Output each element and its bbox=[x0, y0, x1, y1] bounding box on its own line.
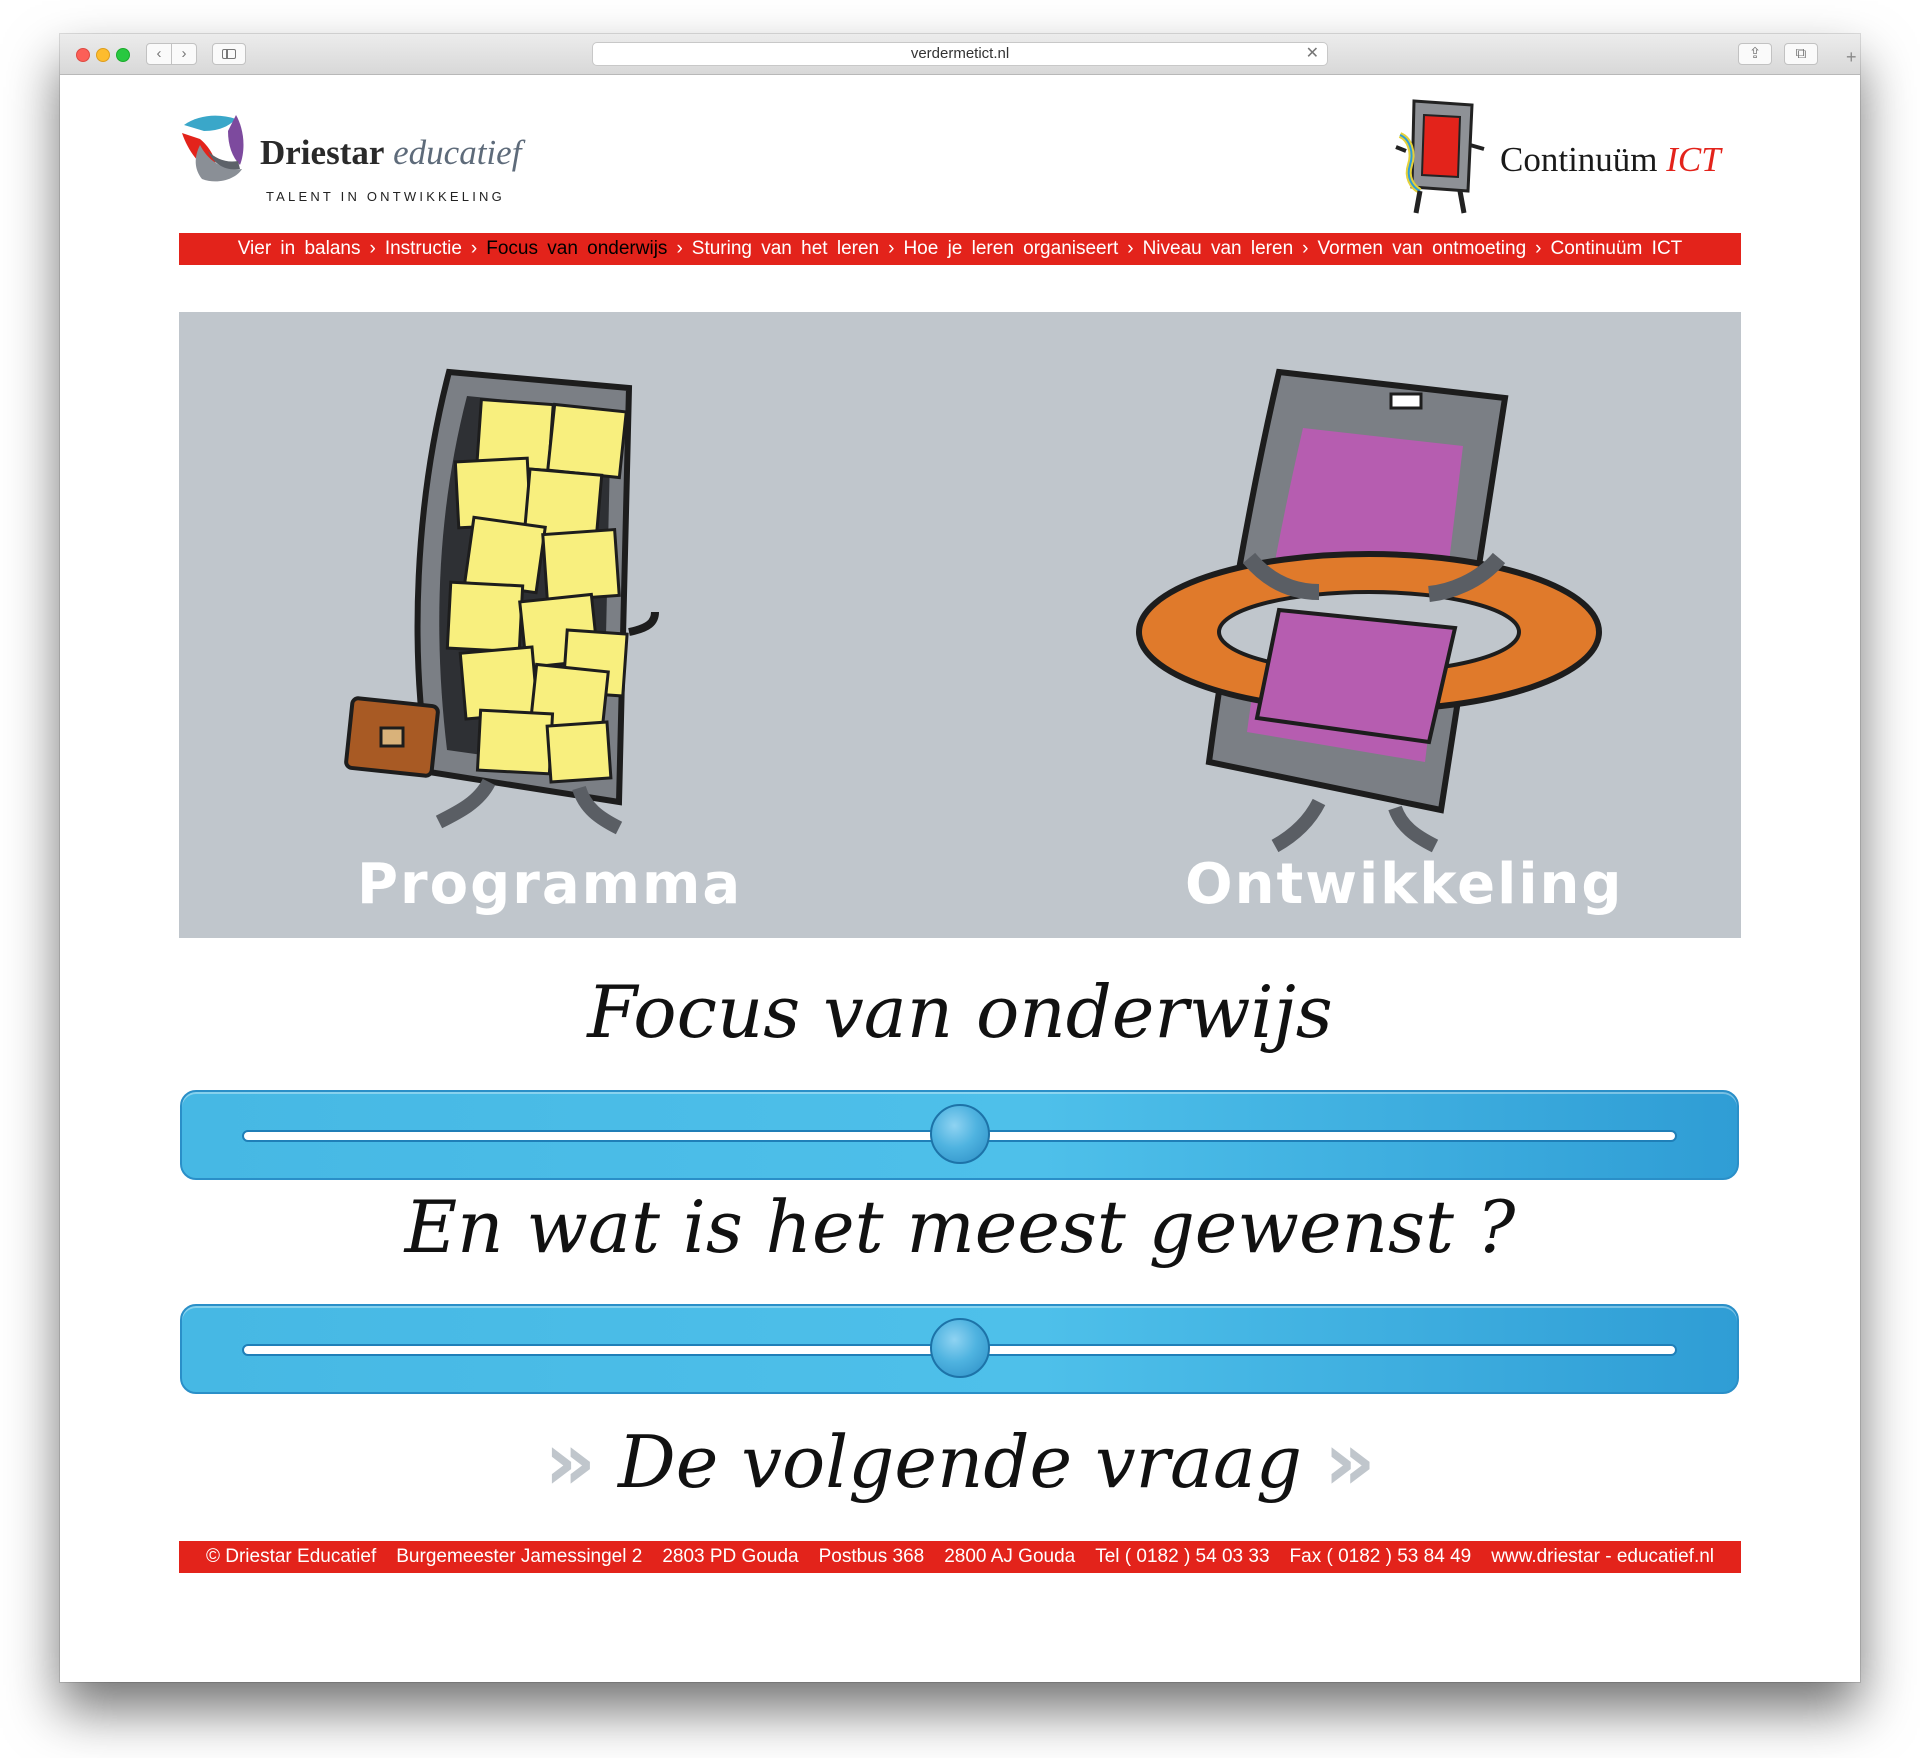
nav-vier-in-balans[interactable]: Vier in balans bbox=[237, 238, 361, 259]
footer-city-2: 2800 AJ Gouda bbox=[944, 1546, 1076, 1567]
slider-thumb[interactable] bbox=[930, 1104, 990, 1164]
nav-separator: › bbox=[1302, 238, 1309, 259]
question-title-focus: Focus van onderwijs bbox=[587, 970, 1333, 1054]
web-page bbox=[60, 75, 1860, 1682]
chevron-left-icon: ‹ bbox=[156, 45, 162, 62]
double-chevron-right-icon: » bbox=[1323, 1415, 1376, 1508]
footer-bar bbox=[179, 1541, 1741, 1573]
close-window-button[interactable] bbox=[76, 48, 90, 62]
footer-fax: Fax ( 0182 ) 53 84 49 bbox=[1289, 1546, 1472, 1567]
browser-toolbar bbox=[60, 34, 1860, 75]
hero-label-ontwikkeling: Ontwikkeling bbox=[1185, 852, 1624, 917]
sidebar-icon bbox=[222, 49, 236, 59]
clear-url-icon[interactable]: ✕ bbox=[1305, 45, 1319, 62]
url-text: verdermetict.nl bbox=[910, 45, 1010, 62]
chevron-right-icon: › bbox=[181, 45, 187, 62]
nav-instructie[interactable]: Instructie bbox=[384, 238, 462, 259]
footer-website-link[interactable]: www.driestar - educatief.nl bbox=[1491, 1546, 1715, 1567]
footer-tel: Tel ( 0182 ) 54 03 33 bbox=[1095, 1546, 1270, 1567]
maximize-window-button[interactable] bbox=[116, 48, 130, 62]
footer-city-1: 2803 PD Gouda bbox=[662, 1546, 799, 1567]
main-navigation bbox=[179, 233, 1741, 265]
hero-label-programma: Programma bbox=[357, 852, 743, 917]
share-icon: ⇪ bbox=[1748, 45, 1762, 62]
slider-thumb[interactable] bbox=[930, 1318, 990, 1378]
tabs-icon: ⧉ bbox=[1795, 45, 1807, 62]
back-button[interactable] bbox=[146, 43, 172, 65]
hero-illustration bbox=[179, 312, 1741, 938]
sidebar-toggle-button[interactable] bbox=[212, 43, 246, 65]
continuum-wordmark: Continuüm ICT bbox=[1500, 140, 1721, 179]
show-tabs-button[interactable] bbox=[1784, 43, 1818, 65]
nav-focus-van-onderwijs[interactable]: Focus van onderwijs bbox=[486, 238, 668, 259]
continuum-ict-logo[interactable] bbox=[1390, 95, 1760, 220]
desired-slider[interactable] bbox=[180, 1304, 1739, 1394]
nav-sturing-van-het-leren[interactable]: Sturing van het leren bbox=[691, 238, 880, 259]
driestar-logo[interactable] bbox=[178, 105, 578, 215]
nav-separator: › bbox=[1535, 238, 1542, 259]
focus-slider[interactable] bbox=[180, 1090, 1739, 1180]
double-chevron-right-icon: » bbox=[544, 1415, 597, 1508]
nav-separator: › bbox=[470, 238, 478, 259]
driestar-wordmark: Driestar educatief bbox=[260, 133, 522, 172]
share-button[interactable] bbox=[1738, 43, 1772, 65]
minimize-window-button[interactable] bbox=[96, 48, 110, 62]
nav-separator: › bbox=[676, 238, 683, 259]
footer-street: Burgemeester Jamessingel 2 bbox=[396, 1546, 643, 1567]
browser-window bbox=[60, 34, 1860, 1682]
footer-postbus: Postbus 368 bbox=[818, 1546, 925, 1567]
forward-button[interactable] bbox=[171, 43, 197, 65]
tablet-measuring-tape-icon bbox=[1390, 95, 1490, 217]
driestar-tagline: TALENT IN ONTWIKKELING bbox=[266, 189, 505, 204]
nav-niveau-van-leren[interactable]: Niveau van leren bbox=[1142, 238, 1294, 259]
footer-copyright: © Driestar Educatief bbox=[205, 1546, 377, 1567]
nav-continuum-ict[interactable]: Continuüm ICT bbox=[1550, 238, 1683, 259]
tablet-with-sticky-notes-icon bbox=[329, 332, 749, 852]
nav-separator: › bbox=[1127, 238, 1134, 259]
next-question-label: De volgende vraag bbox=[618, 1419, 1302, 1504]
question-title-gewenst: En wat is het meest gewenst ? bbox=[404, 1185, 1516, 1269]
nav-vormen-van-ontmoeting[interactable]: Vormen van ontmoeting bbox=[1317, 238, 1527, 259]
nav-separator: › bbox=[369, 238, 376, 259]
address-bar[interactable] bbox=[592, 42, 1328, 66]
tablet-with-lifebuoy-icon bbox=[1129, 342, 1609, 862]
next-question-link[interactable] bbox=[179, 1415, 1741, 1508]
nav-separator: › bbox=[888, 238, 895, 259]
driestar-mark-icon bbox=[178, 105, 258, 197]
new-tab-button[interactable]: + bbox=[1846, 47, 1857, 67]
nav-hoe-je-leren-organiseert[interactable]: Hoe je leren organiseert bbox=[903, 238, 1119, 259]
